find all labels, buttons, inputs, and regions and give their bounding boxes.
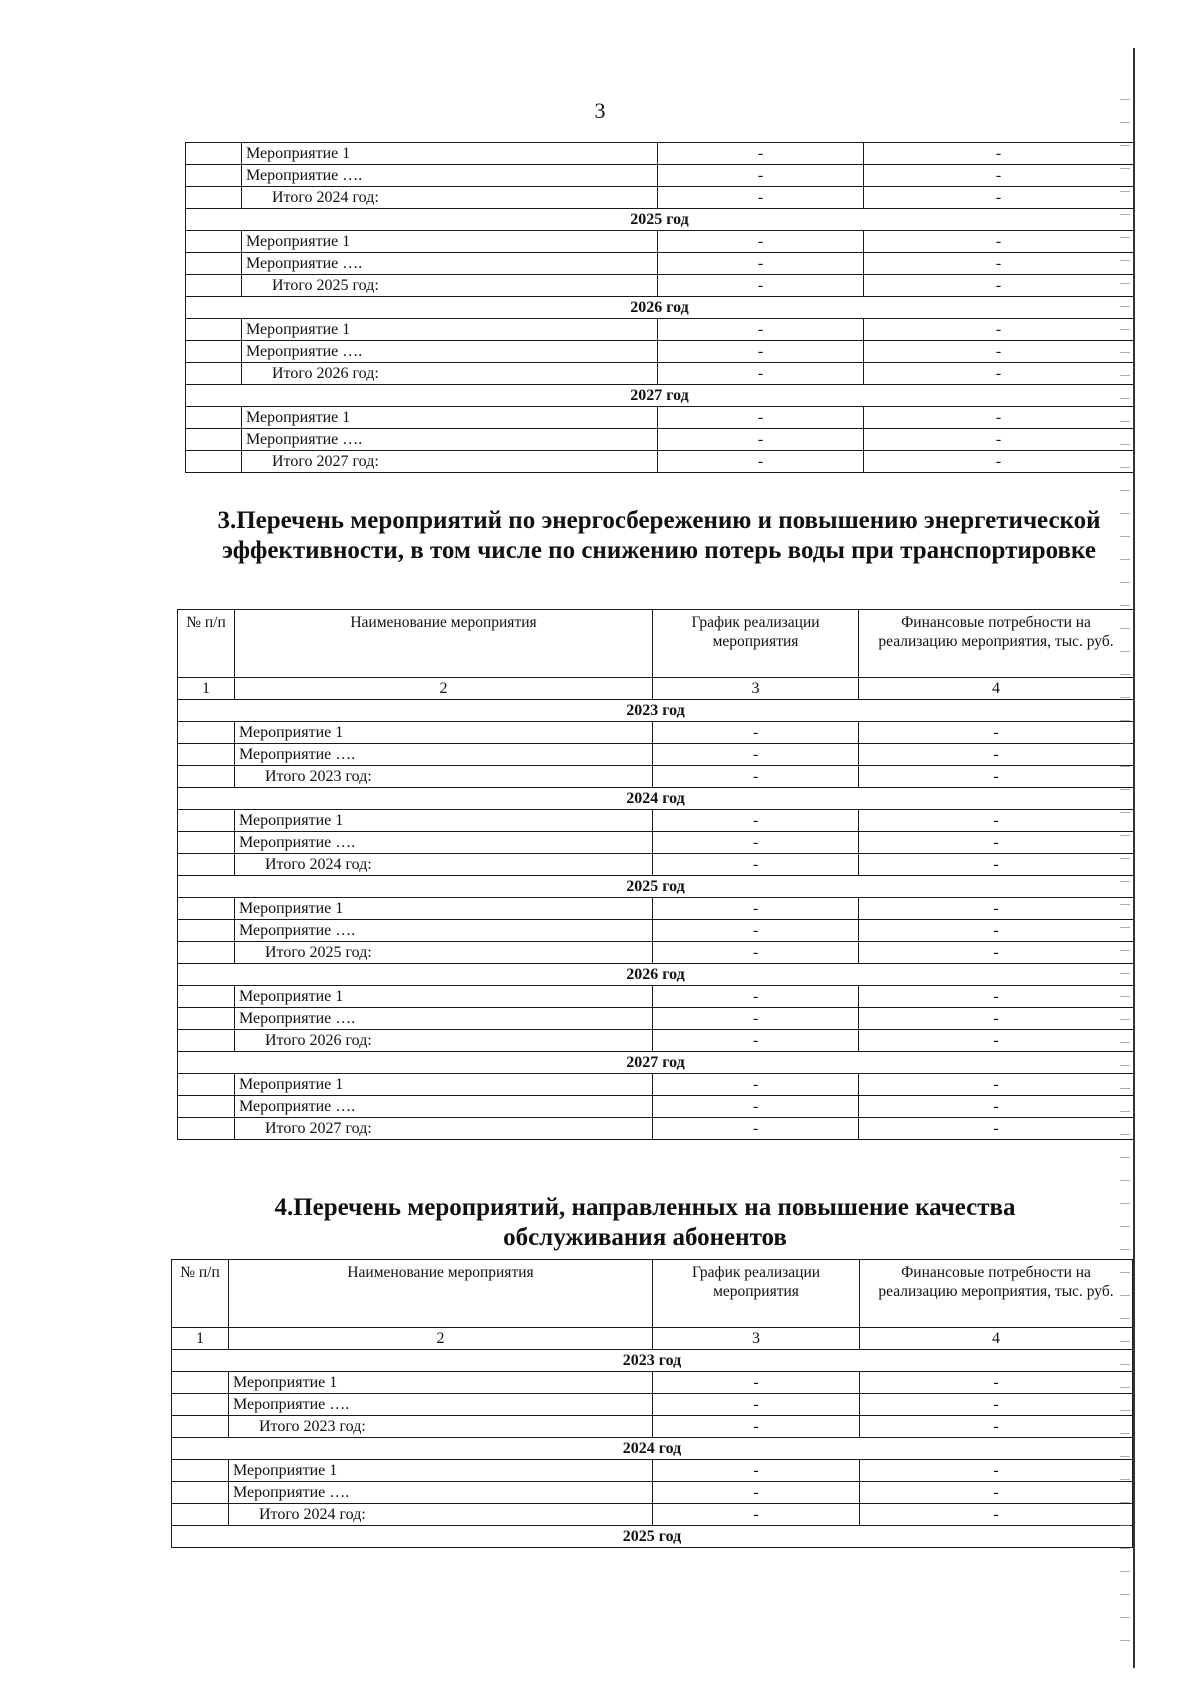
row-number-cell [172, 1416, 229, 1438]
row-number-cell [172, 1394, 229, 1416]
measure-name: Мероприятие 1 [229, 1460, 653, 1482]
total-label: Итого 2025 год: [242, 275, 658, 297]
table-row [172, 1482, 1133, 1504]
schedule-cell: - [653, 1416, 860, 1438]
total-label: Итого 2026 год: [235, 1030, 653, 1052]
table-row [178, 810, 1134, 832]
finance-cell: - [859, 1096, 1134, 1118]
finance-cell: - [860, 1460, 1133, 1482]
row-number-cell [178, 898, 235, 920]
section4-table-block [171, 1259, 1132, 1548]
row-number-cell [178, 942, 235, 964]
table-row [178, 832, 1134, 854]
table-row [178, 898, 1134, 920]
measure-name: Мероприятие 1 [235, 810, 653, 832]
table-row [186, 341, 1134, 363]
finance-cell: - [859, 1030, 1134, 1052]
header-schedule: График реализации мероприятия [653, 1260, 860, 1328]
table-row [186, 319, 1134, 341]
row-number-cell [178, 920, 235, 942]
header-name: Наименование мероприятия [235, 610, 653, 678]
column-number: 4 [860, 1328, 1133, 1350]
schedule-cell: - [658, 165, 864, 187]
measure-name: Мероприятие 1 [242, 407, 658, 429]
schedule-cell: - [658, 341, 864, 363]
total-row [186, 451, 1134, 473]
header-number: № п/п [178, 610, 235, 678]
total-row [186, 363, 1134, 385]
table-row [178, 1074, 1134, 1096]
row-number-cell [186, 231, 242, 253]
total-label: Итого 2025 год: [235, 942, 653, 964]
row-number-cell [178, 1008, 235, 1030]
row-number-cell [172, 1482, 229, 1504]
finance-cell: - [864, 407, 1134, 429]
scan-edge-line [1133, 48, 1135, 1668]
year-label: 2026 год [178, 964, 1134, 986]
measure-name: Мероприятие 1 [242, 231, 658, 253]
schedule-cell: - [653, 986, 859, 1008]
section2-table [185, 142, 1134, 473]
schedule-cell: - [653, 1460, 860, 1482]
finance-cell: - [864, 341, 1134, 363]
year-label: 2026 год [186, 297, 1134, 319]
finance-cell: - [859, 766, 1134, 788]
measure-name: Мероприятие 1 [229, 1372, 653, 1394]
row-number-cell [186, 429, 242, 451]
total-row [178, 766, 1134, 788]
year-label: 2024 год [178, 788, 1134, 810]
table-row [178, 1096, 1134, 1118]
table-row [186, 143, 1134, 165]
schedule-cell: - [653, 1394, 860, 1416]
section4-header-row [172, 1260, 1133, 1328]
table-row [186, 253, 1134, 275]
measure-name: Мероприятие …. [229, 1482, 653, 1504]
row-number-cell [178, 1118, 235, 1140]
finance-cell: - [859, 898, 1134, 920]
year-header-row [186, 209, 1134, 231]
row-number-cell [178, 744, 235, 766]
year-label: 2025 год [172, 1526, 1133, 1548]
finance-cell: - [859, 854, 1134, 876]
schedule-cell: - [658, 253, 864, 275]
schedule-cell: - [653, 766, 859, 788]
row-number-cell [186, 253, 242, 275]
year-header-row [178, 876, 1134, 898]
schedule-cell: - [653, 810, 859, 832]
total-row [172, 1416, 1133, 1438]
schedule-cell: - [658, 275, 864, 297]
section3-header-row [178, 610, 1134, 678]
table-row [172, 1394, 1133, 1416]
finance-cell: - [864, 231, 1134, 253]
table-row [178, 722, 1134, 744]
measure-name: Мероприятие 1 [235, 722, 653, 744]
finance-cell: - [860, 1372, 1133, 1394]
row-number-cell [172, 1460, 229, 1482]
finance-cell: - [859, 1074, 1134, 1096]
finance-cell: - [859, 986, 1134, 1008]
schedule-cell: - [658, 363, 864, 385]
finance-cell: - [864, 319, 1134, 341]
schedule-cell: - [653, 920, 859, 942]
finance-cell: - [864, 143, 1134, 165]
section4-table-body [172, 1350, 1133, 1548]
total-label: Итого 2024 год: [229, 1504, 653, 1526]
year-header-row [178, 700, 1134, 722]
finance-cell: - [864, 187, 1134, 209]
schedule-cell: - [653, 898, 859, 920]
column-number: 2 [229, 1328, 653, 1350]
header-number: № п/п [172, 1260, 229, 1328]
year-header-row [186, 297, 1134, 319]
row-number-cell [186, 165, 242, 187]
measure-name: Мероприятие …. [235, 832, 653, 854]
measure-name: Мероприятие …. [242, 429, 658, 451]
section3-table-body [178, 700, 1134, 1140]
section4-column-numbers [172, 1328, 1133, 1350]
table-row [172, 1460, 1133, 1482]
year-header-row [172, 1350, 1133, 1372]
measure-name: Мероприятие 1 [235, 898, 653, 920]
table-row [178, 1008, 1134, 1030]
year-label: 2027 год [178, 1052, 1134, 1074]
row-number-cell [178, 986, 235, 1008]
header-finance: Финансовые потребности на реализацию мероприятия, тыс. руб. [859, 610, 1134, 678]
section2-table-block [185, 142, 1133, 473]
finance-cell: - [864, 451, 1134, 473]
row-number-cell [178, 810, 235, 832]
total-label: Итого 2027 год: [235, 1118, 653, 1140]
total-row [178, 854, 1134, 876]
year-label: 2024 год [172, 1438, 1133, 1460]
row-number-cell [178, 832, 235, 854]
year-label: 2023 год [178, 700, 1134, 722]
table-row [178, 744, 1134, 766]
row-number-cell [178, 854, 235, 876]
finance-cell: - [859, 722, 1134, 744]
total-label: Итого 2023 год: [229, 1416, 653, 1438]
finance-cell: - [859, 832, 1134, 854]
finance-cell: - [859, 1118, 1134, 1140]
total-label: Итого 2027 год: [242, 451, 658, 473]
finance-cell: - [859, 1008, 1134, 1030]
total-label: Итого 2024 год: [242, 187, 658, 209]
table-row [186, 407, 1134, 429]
row-number-cell [186, 143, 242, 165]
row-number-cell [186, 363, 242, 385]
measure-name: Мероприятие …. [242, 165, 658, 187]
total-label: Итого 2026 год: [242, 363, 658, 385]
table-row [178, 986, 1134, 1008]
total-label: Итого 2024 год: [235, 854, 653, 876]
total-label: Итого 2023 год: [235, 766, 653, 788]
column-number: 2 [235, 678, 653, 700]
row-number-cell [178, 1030, 235, 1052]
finance-cell: - [859, 744, 1134, 766]
column-number: 3 [653, 678, 859, 700]
finance-cell: - [864, 253, 1134, 275]
row-number-cell [172, 1372, 229, 1394]
measure-name: Мероприятие 1 [235, 1074, 653, 1096]
header-name: Наименование мероприятия [229, 1260, 653, 1328]
schedule-cell: - [658, 143, 864, 165]
year-header-row [178, 964, 1134, 986]
total-row [186, 275, 1134, 297]
table-row [186, 165, 1134, 187]
schedule-cell: - [653, 744, 859, 766]
total-row [178, 942, 1134, 964]
section4-title: 4.Перечень мероприятий, направленных на повышение качества обслуживания абонентов [274, 1194, 1016, 1251]
year-header-row [186, 385, 1134, 407]
schedule-cell: - [653, 832, 859, 854]
row-number-cell [186, 451, 242, 473]
column-number: 1 [172, 1328, 229, 1350]
measure-name: Мероприятие 1 [235, 986, 653, 1008]
schedule-cell: - [653, 1074, 859, 1096]
schedule-cell: - [653, 1008, 859, 1030]
year-label: 2025 год [178, 876, 1134, 898]
page-number: 3 [594, 98, 606, 123]
measure-name: Мероприятие …. [242, 341, 658, 363]
year-label: 2027 год [186, 385, 1134, 407]
finance-cell: - [859, 810, 1134, 832]
table-row [178, 920, 1134, 942]
section4-table [171, 1259, 1133, 1548]
section3-column-numbers [178, 678, 1134, 700]
finance-cell: - [859, 920, 1134, 942]
row-number-cell [178, 1074, 235, 1096]
schedule-cell: - [653, 722, 859, 744]
row-number-cell [186, 319, 242, 341]
measure-name: Мероприятие …. [229, 1394, 653, 1416]
row-number-cell [186, 341, 242, 363]
finance-cell: - [864, 363, 1134, 385]
year-label: 2025 год [186, 209, 1134, 231]
schedule-cell: - [653, 1118, 859, 1140]
finance-cell: - [864, 165, 1134, 187]
schedule-cell: - [658, 231, 864, 253]
schedule-cell: - [653, 942, 859, 964]
schedule-cell: - [653, 1096, 859, 1118]
schedule-cell: - [658, 407, 864, 429]
schedule-cell: - [653, 1482, 860, 1504]
schedule-cell: - [653, 854, 859, 876]
measure-name: Мероприятие 1 [242, 319, 658, 341]
total-row [186, 187, 1134, 209]
measure-name: Мероприятие …. [235, 1008, 653, 1030]
section3-table-block [177, 609, 1133, 1140]
table-row [172, 1372, 1133, 1394]
column-number: 4 [859, 678, 1134, 700]
measure-name: Мероприятие 1 [242, 143, 658, 165]
section3-title: 3.Перечень мероприятий по энергосбережению и повышению энергетической эффективности, в том числе по снижению потерь воды при транспортировке [217, 507, 1101, 564]
row-number-cell [178, 766, 235, 788]
total-row [172, 1504, 1133, 1526]
header-finance: Финансовые потребности на реализацию мероприятия, тыс. руб. [860, 1260, 1133, 1328]
row-number-cell [172, 1504, 229, 1526]
schedule-cell: - [658, 451, 864, 473]
year-header-row [172, 1526, 1133, 1548]
table-row [186, 231, 1134, 253]
measure-name: Мероприятие …. [235, 1096, 653, 1118]
finance-cell: - [859, 942, 1134, 964]
measure-name: Мероприятие …. [242, 253, 658, 275]
measure-name: Мероприятие …. [235, 744, 653, 766]
schedule-cell: - [658, 319, 864, 341]
finance-cell: - [860, 1416, 1133, 1438]
measure-name: Мероприятие …. [235, 920, 653, 942]
schedule-cell: - [658, 187, 864, 209]
row-number-cell [178, 722, 235, 744]
schedule-cell: - [653, 1030, 859, 1052]
header-schedule: График реализации мероприятия [653, 610, 859, 678]
row-number-cell [186, 275, 242, 297]
finance-cell: - [860, 1394, 1133, 1416]
row-number-cell [186, 407, 242, 429]
total-row [178, 1118, 1134, 1140]
finance-cell: - [860, 1482, 1133, 1504]
total-row [178, 1030, 1134, 1052]
table-row [186, 429, 1134, 451]
section3-table [177, 609, 1134, 1140]
finance-cell: - [860, 1504, 1133, 1526]
row-number-cell [178, 1096, 235, 1118]
schedule-cell: - [653, 1372, 860, 1394]
year-header-row [172, 1438, 1133, 1460]
year-label: 2023 год [172, 1350, 1133, 1372]
schedule-cell: - [658, 429, 864, 451]
column-number: 1 [178, 678, 235, 700]
schedule-cell: - [653, 1504, 860, 1526]
section2-table-body [186, 143, 1134, 473]
finance-cell: - [864, 275, 1134, 297]
year-header-row [178, 788, 1134, 810]
finance-cell: - [864, 429, 1134, 451]
row-number-cell [186, 187, 242, 209]
year-header-row [178, 1052, 1134, 1074]
column-number: 3 [653, 1328, 860, 1350]
scan-edge-noise [1120, 90, 1130, 1650]
